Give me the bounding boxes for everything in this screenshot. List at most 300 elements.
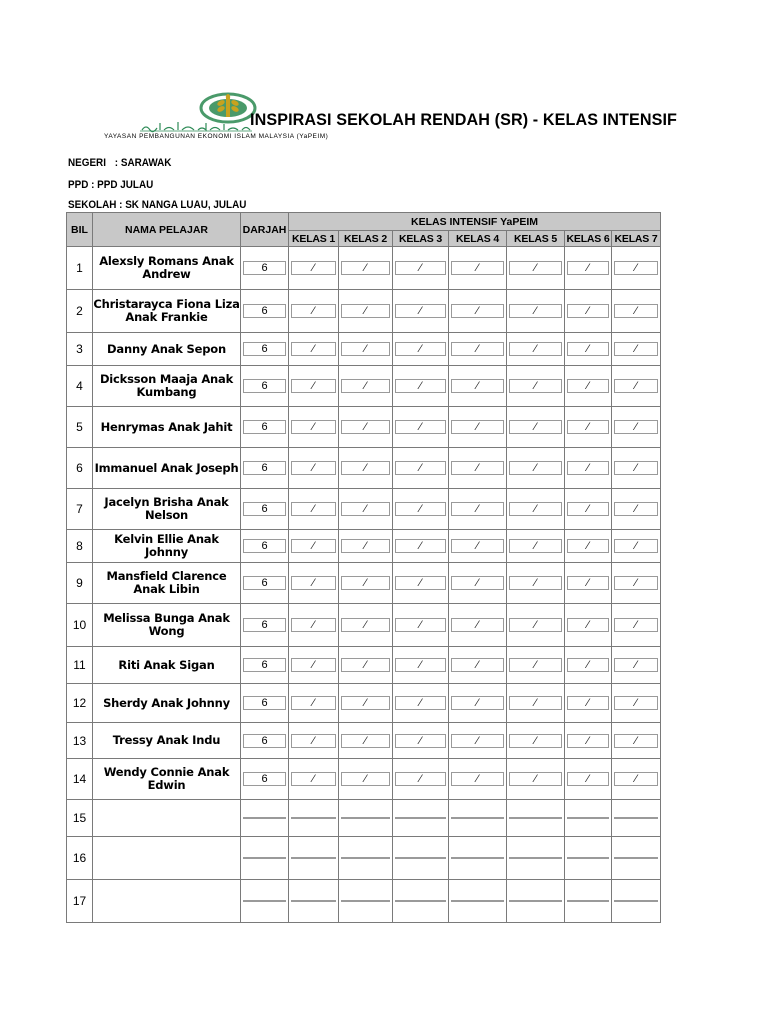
attendance-mark: ⁄ [451, 618, 504, 632]
negeri-label: NEGERI [68, 157, 106, 169]
attendance-mark: ⁄ [567, 461, 609, 475]
attendance-cell-kelas-1 [289, 366, 339, 407]
row-darjah [241, 759, 289, 800]
attendance-mark: ⁄ [614, 772, 658, 786]
attendance-cell-kelas-1 [289, 448, 339, 489]
attendance-mark: ⁄ [291, 461, 336, 475]
attendance-cell-kelas-3 [393, 563, 449, 604]
attendance-mark: ⁄ [451, 539, 504, 553]
attendance-cell-kelas-5 [507, 407, 565, 448]
header-nama: NAMA PELAJAR [93, 213, 241, 247]
attendance-cell-kelas-6 [565, 333, 612, 366]
table-row [67, 647, 661, 684]
row-nama-pelajar: Henrymas Anak Jahit [93, 407, 241, 448]
row-darjah [241, 333, 289, 366]
attendance-mark: ⁄ [614, 261, 658, 275]
attendance-mark: ⁄ [614, 304, 658, 318]
attendance-cell-kelas-1 [289, 759, 339, 800]
attendance-cell-kelas-6 [565, 604, 612, 647]
attendance-cell-kelas-5 [507, 247, 565, 290]
attendance-mark: ⁄ [451, 379, 504, 393]
row-bil: 14 [67, 759, 93, 800]
table-row [67, 563, 661, 604]
attendance-cell-kelas-2 [339, 800, 393, 837]
attendance-cell-kelas-7 [612, 684, 661, 723]
attendance-mark [567, 900, 609, 902]
attendance-mark [509, 817, 562, 819]
row-darjah [241, 530, 289, 563]
attendance-cell-kelas-2 [339, 880, 393, 923]
attendance-cell-kelas-4 [449, 604, 507, 647]
attendance-cell-kelas-4 [449, 333, 507, 366]
row-darjah [241, 407, 289, 448]
attendance-cell-kelas-6 [565, 647, 612, 684]
attendance-mark: ⁄ [614, 502, 658, 516]
attendance-cell-kelas-6 [565, 489, 612, 530]
attendance-mark: ⁄ [614, 576, 658, 590]
row-darjah-value: 6 [243, 772, 286, 786]
attendance-cell-kelas-7 [612, 880, 661, 923]
attendance-cell-kelas-5 [507, 489, 565, 530]
attendance-cell-kelas-4 [449, 530, 507, 563]
attendance-mark: ⁄ [341, 658, 390, 672]
attendance-cell-kelas-2 [339, 489, 393, 530]
row-darjah [241, 837, 289, 880]
row-darjah-value: 6 [243, 502, 286, 516]
table-row [67, 880, 661, 923]
attendance-mark: ⁄ [451, 261, 504, 275]
attendance-mark: ⁄ [451, 461, 504, 475]
attendance-mark: ⁄ [451, 502, 504, 516]
row-nama-pelajar: Jacelyn Brisha Anak Nelson [93, 489, 241, 530]
row-darjah-value: 6 [243, 576, 286, 590]
attendance-cell-kelas-6 [565, 880, 612, 923]
attendance-mark [341, 900, 390, 902]
attendance-mark [567, 817, 609, 819]
attendance-cell-kelas-2 [339, 366, 393, 407]
row-bil: 11 [67, 647, 93, 684]
attendance-mark: ⁄ [451, 696, 504, 710]
attendance-mark: ⁄ [509, 696, 562, 710]
attendance-cell-kelas-6 [565, 448, 612, 489]
row-nama-pelajar [93, 880, 241, 923]
attendance-mark: ⁄ [291, 420, 336, 434]
attendance-cell-kelas-2 [339, 647, 393, 684]
table-row [67, 800, 661, 837]
attendance-cell-kelas-3 [393, 530, 449, 563]
row-darjah-value: 6 [243, 696, 286, 710]
attendance-mark [509, 857, 562, 859]
table-row [67, 448, 661, 489]
attendance-mark: ⁄ [614, 379, 658, 393]
row-darjah-value: 6 [243, 420, 286, 434]
row-darjah-value: 6 [243, 342, 286, 356]
attendance-cell-kelas-4 [449, 247, 507, 290]
attendance-cell-kelas-5 [507, 723, 565, 759]
attendance-cell-kelas-7 [612, 290, 661, 333]
attendance-cell-kelas-6 [565, 684, 612, 723]
attendance-cell-kelas-2 [339, 448, 393, 489]
header-kelas-group: KELAS INTENSIF YaPEIM [289, 213, 661, 231]
attendance-cell-kelas-2 [339, 684, 393, 723]
attendance-mark: ⁄ [291, 618, 336, 632]
attendance-mark: ⁄ [451, 304, 504, 318]
organization-name: YAYASAN PEMBANGUNAN EKONOMI ISLAM MALAYSIA (YaPEIM) [104, 133, 329, 140]
attendance-mark: ⁄ [395, 658, 446, 672]
row-nama-pelajar: Mansfield Clarence Anak Libin [93, 563, 241, 604]
attendance-mark: ⁄ [614, 461, 658, 475]
attendance-cell-kelas-5 [507, 333, 565, 366]
row-darjah-value: 6 [243, 734, 286, 748]
sekolah-line: SEKOLAH : SK NANGA LUAU, JULAU [68, 199, 247, 211]
attendance-mark: ⁄ [291, 576, 336, 590]
attendance-mark: ⁄ [509, 539, 562, 553]
attendance-mark [291, 817, 336, 819]
attendance-mark [395, 817, 446, 819]
header-kelas-4: KELAS 4 [449, 231, 507, 247]
row-nama-pelajar: Dicksson Maaja Anak Kumbang [93, 366, 241, 407]
row-bil: 12 [67, 684, 93, 723]
row-darjah-value: 6 [243, 379, 286, 393]
attendance-cell-kelas-6 [565, 563, 612, 604]
row-darjah-value: 6 [243, 461, 286, 475]
attendance-cell-kelas-6 [565, 723, 612, 759]
row-darjah [241, 366, 289, 407]
attendance-mark: ⁄ [567, 696, 609, 710]
attendance-mark: ⁄ [509, 502, 562, 516]
attendance-mark: ⁄ [341, 261, 390, 275]
attendance-cell-kelas-3 [393, 489, 449, 530]
attendance-cell-kelas-4 [449, 837, 507, 880]
attendance-mark [451, 900, 504, 902]
attendance-mark: ⁄ [395, 261, 446, 275]
row-bil: 13 [67, 723, 93, 759]
attendance-cell-kelas-2 [339, 563, 393, 604]
attendance-cell-kelas-1 [289, 723, 339, 759]
row-darjah [241, 290, 289, 333]
table-row [67, 837, 661, 880]
attendance-cell-kelas-5 [507, 290, 565, 333]
attendance-mark: ⁄ [451, 420, 504, 434]
attendance-mark: ⁄ [291, 342, 336, 356]
attendance-mark [614, 900, 658, 902]
table-row [67, 247, 661, 290]
attendance-mark: ⁄ [509, 658, 562, 672]
attendance-mark: ⁄ [395, 502, 446, 516]
row-darjah [241, 880, 289, 923]
attendance-cell-kelas-5 [507, 604, 565, 647]
row-darjah-value: 6 [243, 618, 286, 632]
attendance-mark: ⁄ [291, 772, 336, 786]
attendance-mark: ⁄ [567, 618, 609, 632]
header-kelas-2: KELAS 2 [339, 231, 393, 247]
row-nama-pelajar: Wendy Connie Anak Edwin [93, 759, 241, 800]
attendance-cell-kelas-1 [289, 333, 339, 366]
attendance-mark [451, 857, 504, 859]
attendance-cell-kelas-6 [565, 530, 612, 563]
row-darjah-value [243, 817, 286, 819]
jawi-script-line [140, 122, 252, 132]
attendance-cell-kelas-3 [393, 448, 449, 489]
attendance-table [66, 212, 661, 923]
attendance-cell-kelas-3 [393, 684, 449, 723]
attendance-mark: ⁄ [395, 342, 446, 356]
attendance-cell-kelas-4 [449, 366, 507, 407]
attendance-mark: ⁄ [395, 576, 446, 590]
attendance-cell-kelas-1 [289, 489, 339, 530]
row-bil: 10 [67, 604, 93, 647]
header-bil: BIL [67, 213, 93, 247]
attendance-mark: ⁄ [395, 420, 446, 434]
row-darjah [241, 684, 289, 723]
attendance-mark: ⁄ [341, 379, 390, 393]
row-bil: 1 [67, 247, 93, 290]
attendance-cell-kelas-1 [289, 604, 339, 647]
attendance-mark: ⁄ [395, 379, 446, 393]
attendance-mark [291, 857, 336, 859]
attendance-cell-kelas-5 [507, 448, 565, 489]
attendance-cell-kelas-4 [449, 448, 507, 489]
attendance-cell-kelas-3 [393, 604, 449, 647]
attendance-mark: ⁄ [567, 658, 609, 672]
row-nama-pelajar [93, 837, 241, 880]
attendance-cell-kelas-5 [507, 563, 565, 604]
attendance-cell-kelas-3 [393, 290, 449, 333]
row-bil: 2 [67, 290, 93, 333]
attendance-cell-kelas-6 [565, 759, 612, 800]
attendance-cell-kelas-3 [393, 647, 449, 684]
attendance-cell-kelas-1 [289, 647, 339, 684]
attendance-cell-kelas-2 [339, 407, 393, 448]
attendance-mark: ⁄ [291, 734, 336, 748]
table-row [67, 407, 661, 448]
attendance-cell-kelas-6 [565, 837, 612, 880]
attendance-mark: ⁄ [395, 772, 446, 786]
header-kelas-1: KELAS 1 [289, 231, 339, 247]
row-darjah [241, 489, 289, 530]
attendance-cell-kelas-4 [449, 880, 507, 923]
attendance-mark: ⁄ [509, 261, 562, 275]
row-darjah-value: 6 [243, 539, 286, 553]
attendance-mark: ⁄ [395, 539, 446, 553]
attendance-cell-kelas-4 [449, 684, 507, 723]
attendance-cell-kelas-2 [339, 759, 393, 800]
row-darjah [241, 247, 289, 290]
attendance-mark: ⁄ [614, 618, 658, 632]
attendance-cell-kelas-1 [289, 290, 339, 333]
attendance-mark: ⁄ [341, 502, 390, 516]
attendance-mark: ⁄ [451, 658, 504, 672]
attendance-mark: ⁄ [451, 772, 504, 786]
attendance-cell-kelas-2 [339, 333, 393, 366]
attendance-cell-kelas-4 [449, 800, 507, 837]
attendance-mark: ⁄ [291, 502, 336, 516]
table-row [67, 489, 661, 530]
row-nama-pelajar: Riti Anak Sigan [93, 647, 241, 684]
table-row [67, 366, 661, 407]
attendance-mark: ⁄ [291, 379, 336, 393]
table-row [67, 290, 661, 333]
attendance-cell-kelas-3 [393, 759, 449, 800]
attendance-cell-kelas-2 [339, 290, 393, 333]
attendance-mark: ⁄ [341, 539, 390, 553]
row-nama-pelajar: Tressy Anak Indu [93, 723, 241, 759]
row-darjah [241, 448, 289, 489]
attendance-cell-kelas-4 [449, 759, 507, 800]
page-title: INSPIRASI SEKOLAH RENDAH (SR) - KELAS INTENSIF [250, 110, 677, 129]
row-bil: 7 [67, 489, 93, 530]
attendance-cell-kelas-5 [507, 759, 565, 800]
attendance-cell-kelas-1 [289, 880, 339, 923]
header-kelas-5: KELAS 5 [507, 231, 565, 247]
attendance-mark: ⁄ [395, 734, 446, 748]
row-bil: 4 [67, 366, 93, 407]
table-row [67, 684, 661, 723]
row-darjah-value: 6 [243, 261, 286, 275]
attendance-mark: ⁄ [614, 420, 658, 434]
attendance-mark: ⁄ [567, 502, 609, 516]
row-bil: 17 [67, 880, 93, 923]
logo-emblem-icon [201, 94, 255, 122]
attendance-cell-kelas-7 [612, 563, 661, 604]
attendance-mark: ⁄ [509, 420, 562, 434]
attendance-cell-kelas-7 [612, 448, 661, 489]
attendance-cell-kelas-6 [565, 800, 612, 837]
row-darjah-value [243, 900, 286, 902]
attendance-cell-kelas-7 [612, 800, 661, 837]
attendance-cell-kelas-7 [612, 366, 661, 407]
attendance-mark [341, 857, 390, 859]
attendance-mark: ⁄ [614, 734, 658, 748]
attendance-mark: ⁄ [509, 772, 562, 786]
attendance-mark: ⁄ [451, 734, 504, 748]
row-nama-pelajar: Danny Anak Sepon [93, 333, 241, 366]
attendance-mark: ⁄ [509, 618, 562, 632]
attendance-cell-kelas-5 [507, 647, 565, 684]
attendance-cell-kelas-5 [507, 530, 565, 563]
row-nama-pelajar: Sherdy Anak Johnny [93, 684, 241, 723]
attendance-mark: ⁄ [451, 576, 504, 590]
attendance-mark: ⁄ [291, 539, 336, 553]
attendance-mark: ⁄ [291, 658, 336, 672]
row-darjah [241, 563, 289, 604]
row-nama-pelajar: Immanuel Anak Joseph [93, 448, 241, 489]
attendance-mark [291, 900, 336, 902]
table-row [67, 723, 661, 759]
row-nama-pelajar: Christarayca Fiona Liza Anak Frankie [93, 290, 241, 333]
attendance-cell-kelas-7 [612, 647, 661, 684]
attendance-mark: ⁄ [291, 696, 336, 710]
attendance-cell-kelas-2 [339, 604, 393, 647]
attendance-cell-kelas-1 [289, 563, 339, 604]
attendance-cell-kelas-5 [507, 800, 565, 837]
attendance-cell-kelas-3 [393, 407, 449, 448]
row-nama-pelajar [93, 800, 241, 837]
attendance-mark: ⁄ [567, 342, 609, 356]
attendance-cell-kelas-7 [612, 723, 661, 759]
attendance-mark: ⁄ [509, 461, 562, 475]
attendance-mark [614, 857, 658, 859]
attendance-mark: ⁄ [567, 420, 609, 434]
attendance-mark: ⁄ [567, 304, 609, 318]
row-bil: 15 [67, 800, 93, 837]
table-body [67, 247, 661, 923]
header-kelas-6: KELAS 6 [565, 231, 612, 247]
attendance-mark: ⁄ [291, 304, 336, 318]
table-row [67, 759, 661, 800]
row-darjah [241, 723, 289, 759]
row-darjah [241, 604, 289, 647]
attendance-mark [341, 817, 390, 819]
row-bil: 3 [67, 333, 93, 366]
attendance-mark: ⁄ [567, 261, 609, 275]
attendance-cell-kelas-1 [289, 800, 339, 837]
attendance-mark [509, 900, 562, 902]
row-bil: 9 [67, 563, 93, 604]
attendance-mark: ⁄ [341, 304, 390, 318]
attendance-cell-kelas-4 [449, 290, 507, 333]
attendance-cell-kelas-7 [612, 247, 661, 290]
row-darjah-value: 6 [243, 658, 286, 672]
attendance-mark: ⁄ [341, 420, 390, 434]
attendance-cell-kelas-4 [449, 563, 507, 604]
attendance-cell-kelas-3 [393, 333, 449, 366]
attendance-mark: ⁄ [451, 342, 504, 356]
attendance-mark: ⁄ [509, 379, 562, 393]
attendance-mark: ⁄ [341, 772, 390, 786]
attendance-cell-kelas-3 [393, 800, 449, 837]
attendance-cell-kelas-3 [393, 247, 449, 290]
attendance-cell-kelas-5 [507, 684, 565, 723]
attendance-mark: ⁄ [614, 696, 658, 710]
attendance-mark: ⁄ [614, 539, 658, 553]
attendance-mark: ⁄ [341, 576, 390, 590]
attendance-cell-kelas-5 [507, 366, 565, 407]
table-row [67, 604, 661, 647]
header-darjah: DARJAH [241, 213, 289, 247]
attendance-mark [395, 857, 446, 859]
attendance-cell-kelas-5 [507, 837, 565, 880]
attendance-mark: ⁄ [567, 772, 609, 786]
attendance-mark [451, 817, 504, 819]
attendance-mark: ⁄ [395, 304, 446, 318]
attendance-mark: ⁄ [341, 734, 390, 748]
attendance-cell-kelas-4 [449, 489, 507, 530]
attendance-cell-kelas-3 [393, 880, 449, 923]
attendance-cell-kelas-6 [565, 247, 612, 290]
attendance-cell-kelas-5 [507, 880, 565, 923]
attendance-cell-kelas-3 [393, 837, 449, 880]
attendance-cell-kelas-2 [339, 530, 393, 563]
row-darjah [241, 647, 289, 684]
attendance-cell-kelas-3 [393, 723, 449, 759]
attendance-cell-kelas-7 [612, 530, 661, 563]
attendance-cell-kelas-4 [449, 647, 507, 684]
header-kelas-3: KELAS 3 [393, 231, 449, 247]
row-darjah [241, 800, 289, 837]
attendance-cell-kelas-7 [612, 489, 661, 530]
row-bil: 16 [67, 837, 93, 880]
row-nama-pelajar: Kelvin Ellie Anak Johnny [93, 530, 241, 563]
attendance-cell-kelas-4 [449, 723, 507, 759]
attendance-mark: ⁄ [567, 576, 609, 590]
attendance-cell-kelas-1 [289, 407, 339, 448]
attendance-mark: ⁄ [509, 304, 562, 318]
attendance-mark: ⁄ [567, 539, 609, 553]
attendance-mark: ⁄ [395, 696, 446, 710]
negeri-value: : SARAWAK [114, 157, 172, 169]
attendance-mark: ⁄ [614, 342, 658, 356]
